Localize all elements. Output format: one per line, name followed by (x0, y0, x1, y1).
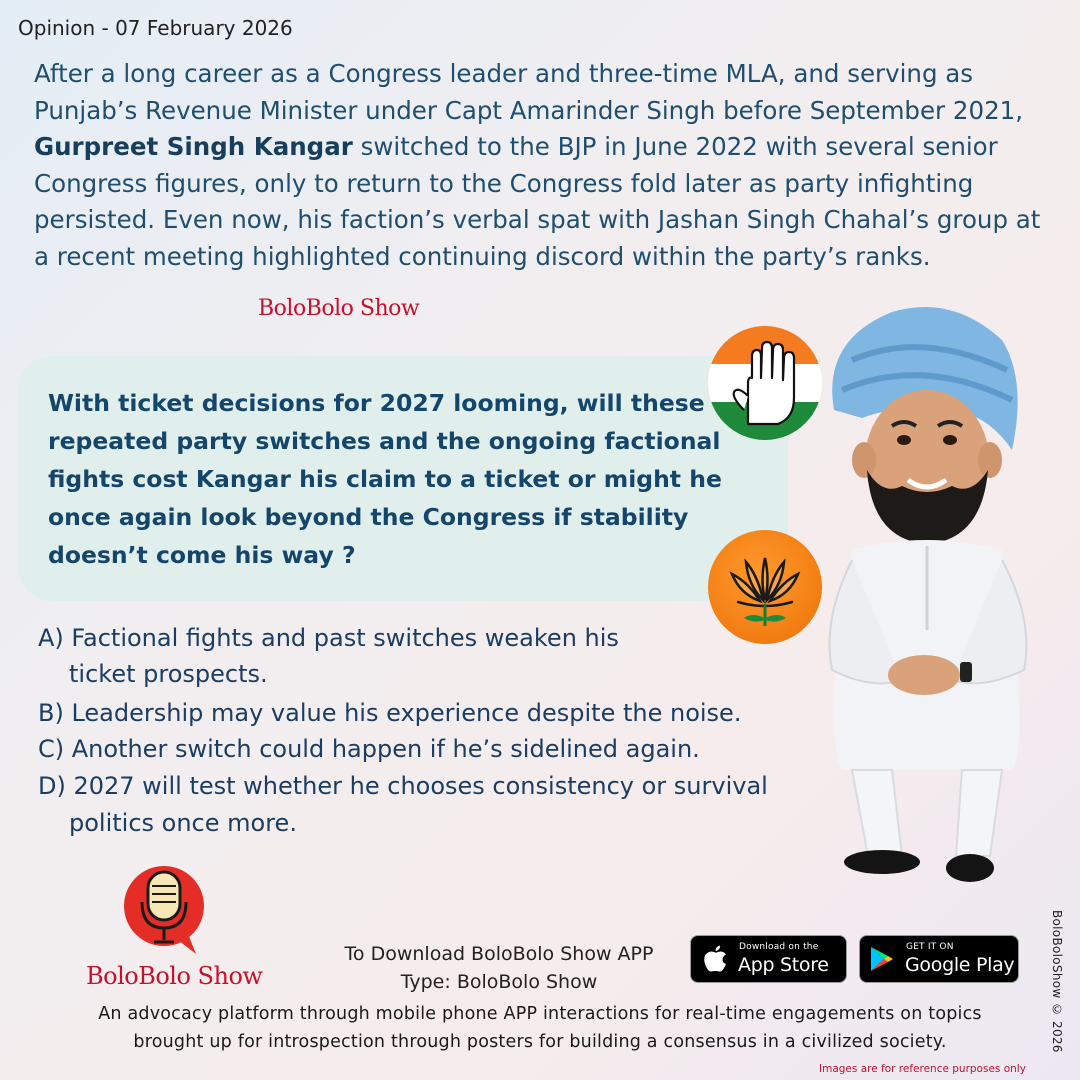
brand-wordmark-bottom: BoloBolo Show (86, 962, 263, 990)
bjp-lotus-logo-icon (708, 530, 822, 644)
intro-text-before: After a long career as a Congress leader and three-time MLA, and serving as Punjab’s Revenue Minister under Capt Amarinder Singh before September 2021, (34, 59, 1024, 125)
politician-caricature-illustration (812, 300, 1040, 890)
option-c[interactable]: C) Another switch could happen if he’s sidelined again. (38, 735, 700, 763)
intro-paragraph (34, 56, 1044, 275)
app-store-label: App Store (738, 954, 829, 976)
header-date: Opinion - 07 February 2026 (18, 16, 293, 40)
download-line-2: Type: BoloBolo Show (400, 971, 598, 993)
image-disclaimer: Images are for reference purposes only (819, 1063, 1026, 1075)
intro-name-bold: Gurpreet Singh Kangar (34, 132, 353, 161)
brand-wordmark: BoloBolo Show (258, 296, 420, 321)
app-store-small-text: Download on the (739, 942, 819, 952)
google-play-label: Google Play (905, 954, 1015, 976)
advocacy-line-1: An advocacy platform through mobile phone APP interactions for real-time engagements on topics (98, 1004, 982, 1024)
google-play-small-text: GET IT ON (906, 942, 954, 952)
option-d[interactable]: D) 2027 will test whether he chooses consistency or survival (38, 772, 768, 800)
google-play-button[interactable] (859, 935, 1019, 983)
question-text: With ticket decisions for 2027 looming, will these repeated party switches and the ongoing factional fights cost Kangar his claim to a ticket or might he once again look beyond the Congress if stability doesn’t come his way ? (48, 389, 722, 569)
intro-text-after: switched to the BJP in June 2022 with several senior Congress figures, only to return to the Congress fold later as party infighting persisted. Even now, his faction’s verbal spat with Jashan Singh Chahal’s group at a recent meeting highlighted continuing discord within the party’s ranks. (34, 132, 1041, 271)
option-d-continued: politics once more. (69, 809, 297, 837)
advocacy-statement (0, 1000, 1080, 1056)
download-instructions (334, 940, 664, 996)
congress-hand-logo-icon (708, 326, 822, 440)
google-play-icon (870, 946, 894, 972)
advocacy-line-2: brought up for introspection through posters for building a consensus in a civilized society. (133, 1032, 947, 1052)
apple-icon (703, 945, 727, 973)
app-store-button[interactable] (690, 935, 847, 983)
option-a-continued: ticket prospects. (69, 660, 268, 688)
copyright-notice: BoloBoloShow © 2026 (1050, 910, 1064, 1053)
option-a[interactable]: A) Factional fights and past switches weaken his (38, 624, 619, 652)
podcast-microphone-icon (118, 862, 214, 958)
option-b[interactable]: B) Leadership may value his experience despite the noise. (38, 699, 742, 727)
download-line-1: To Download BoloBolo Show APP (344, 943, 654, 965)
